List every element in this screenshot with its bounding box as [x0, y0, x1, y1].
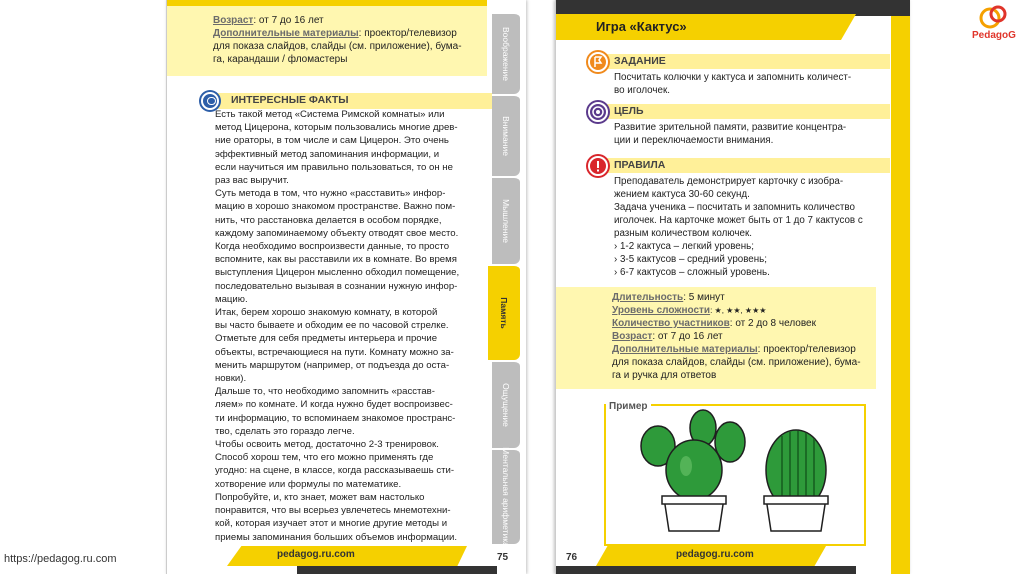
exclamation-icon — [588, 156, 608, 176]
rules-line: › 6-7 кактусов – сложный уровень. — [614, 267, 770, 278]
facts-line: Отметьте для себя предметы интерьера и прочие — [215, 333, 438, 345]
facts-line: угодно: на сцене, в классе, когда рассказываешь сти- — [215, 465, 455, 477]
facts-line: тво, сделать это гораздо легче. — [215, 425, 355, 437]
facts-line: последовательно вызывая в сознании нужную инфор- — [215, 280, 458, 292]
tab-sensation[interactable]: Ощущение — [492, 360, 520, 448]
facts-line: вспомните, как вы расставили их в комнате. Во время — [215, 254, 457, 266]
facts-line: мацию. — [215, 293, 248, 305]
facts-line: вы часто бываете и обходим ее по часовой стрелке. — [215, 320, 449, 332]
cactus-illustration — [606, 406, 864, 544]
facts-line: выступления Цицерон мысленно обходил помещение, — [215, 267, 460, 279]
rules-line: › 1-2 кактуса – легкий уровень; — [614, 241, 754, 252]
site-url-link[interactable]: https://pedagog.ru.com — [4, 553, 117, 565]
footer-url: pedagog.ru.com — [277, 549, 355, 560]
facts-line: раз вас выручит. — [215, 175, 289, 187]
facts-line: хотворение или формулы по математике. — [215, 478, 402, 490]
facts-line: метод Цицерона, которым пользовались многие древ- — [215, 122, 458, 134]
materials-value: : проектор/телевизор — [358, 28, 457, 39]
tab-attention[interactable]: Внимание — [492, 94, 520, 176]
rules-line: иголочек. На карточке может быть от 1 до 7 кактусов с — [614, 215, 863, 226]
tab-mental-arithmetic[interactable]: Ментальная арифметика — [492, 448, 520, 544]
cactus-icon — [641, 410, 745, 531]
materials-line-3: га, карандаши / фломастеры — [213, 54, 348, 65]
facts-line: эффективный метод запоминания информации, и — [215, 148, 440, 160]
rules-body — [614, 175, 896, 279]
task-body: Посчитать колючки у кактуса и запомнить количест- во иголочек. — [614, 72, 852, 96]
difficulty-stars: : ★, ★★, ★★★ — [710, 306, 767, 315]
rules-section — [586, 156, 896, 281]
age-label: Возраст — [213, 15, 254, 26]
example-box — [604, 404, 866, 546]
game-title: Игра «Кактус» — [596, 19, 687, 34]
rules-title: ПРАВИЛА — [614, 159, 666, 171]
facts-line: ние ораторы, в том числе и сам Цицерон. Это очень — [215, 135, 449, 147]
tab-imagination[interactable]: Воображение — [492, 12, 520, 94]
goal-title: ЦЕЛЬ — [614, 105, 644, 117]
facts-line: кой, которая изучает этот и многие другие методы и — [215, 518, 448, 530]
facts-line: Суть метода в том, что нужно «расставить» инфор- — [215, 188, 446, 200]
tab-thinking[interactable]: Мышление — [492, 176, 520, 264]
materials-box — [167, 6, 487, 76]
rules-line: Задача ученика – посчитать и запомнить количество — [614, 202, 855, 213]
materials-line-2: для показа слайдов, слайды (см. приложение), бума- — [213, 41, 462, 52]
facts-line: каждому запоминаемому объекту отводят свое место. — [215, 227, 459, 239]
materials-line — [213, 27, 477, 40]
facts-line: мацию в хорошо знакомом пространстве. Важно пом- — [215, 201, 456, 213]
facts-line: Способ хорош тем, что его можно применять где — [215, 452, 434, 464]
facts-line: Чтобы освоить метод, достаточно 2-3 тренировок. — [215, 439, 439, 451]
facts-line: Когда необходимо воспроизвести данные, то просто — [215, 241, 450, 253]
logo-text: PedagoG — [972, 30, 1016, 41]
params-box: Длительность: 5 минут Уровень сложности: ★, ★★, ★★★ Количество участников: от 2 до 8 человек Возраст: от 7 до 16 лет Дополнительные материалы: проектор/телевизор для показа слайдов, слайды (см. приложение), бума- га и ручка для ответов — [556, 287, 876, 389]
side-tabs — [492, 0, 520, 550]
facts-line: приемы запоминания больших объемов информации. — [215, 531, 458, 543]
rules-line: Преподаватель демонстрирует карточку с изобра- — [614, 176, 844, 187]
left-footer — [167, 540, 526, 574]
task-title: ЗАДАНИЕ — [614, 55, 666, 67]
facts-line: если научиться им правильно пользоваться, то он не — [215, 161, 453, 173]
cactus-icon — [764, 430, 828, 531]
facts-line: менить маршрутом (например, от подъезда до оста- — [215, 359, 450, 371]
goal-body: Развитие зрительной памяти, развитие концентра- ции и переключаемости внимания. — [614, 122, 847, 146]
task-section — [586, 52, 896, 96]
target-icon — [588, 102, 608, 122]
right-page — [555, 0, 910, 574]
left-page — [166, 0, 526, 574]
page-number: 76 — [566, 552, 578, 563]
rules-line: › 3-5 кактусов – средний уровень; — [614, 254, 767, 265]
facts-title: ИНТЕРЕСНЫЕ ФАКТЫ — [231, 94, 349, 106]
example-label: Пример — [606, 401, 651, 412]
facts-line: Попробуйте, и, кто знает, может вам настолько — [215, 491, 425, 503]
facts-line: нить, что расстановка делается в особом порядке, — [215, 214, 442, 226]
facts-line: Итак, берем хорошо знакомую комнату, в которой — [215, 307, 438, 319]
facts-line: Есть такой метод «Система Римской комнаты» или — [215, 109, 445, 120]
materials-label: Дополнительные материалы — [213, 28, 359, 39]
page-number: 75 — [497, 552, 509, 563]
rules-line: жением кактуса 30-60 секунд. — [614, 189, 750, 200]
goal-section — [586, 102, 896, 146]
age-line — [213, 14, 477, 27]
flag-icon — [588, 52, 608, 72]
tab-memory[interactable]: Память — [488, 264, 520, 360]
right-footer — [556, 540, 910, 574]
facts-text — [215, 108, 487, 544]
facts-line: новки). — [215, 373, 247, 385]
age-value: : от 7 до 16 лет — [253, 15, 324, 26]
facts-line: ляем» по комнате. И когда нужно будет воспроизвес- — [215, 399, 453, 411]
footer-url: pedagog.ru.com — [676, 549, 754, 560]
facts-line: объекты, встречающиеся на пути. Комнату можно за- — [215, 346, 454, 358]
facts-line: понравится, что вы всерьез увлечетесь мнемотехни- — [215, 505, 451, 517]
facts-line: ти информацию, то вспоминаем знакомое пространс- — [215, 412, 456, 424]
facts-line: Дальше то, что необходимо запомнить «расстав- — [215, 386, 435, 398]
rules-line: разным количеством колючек. — [614, 228, 752, 239]
